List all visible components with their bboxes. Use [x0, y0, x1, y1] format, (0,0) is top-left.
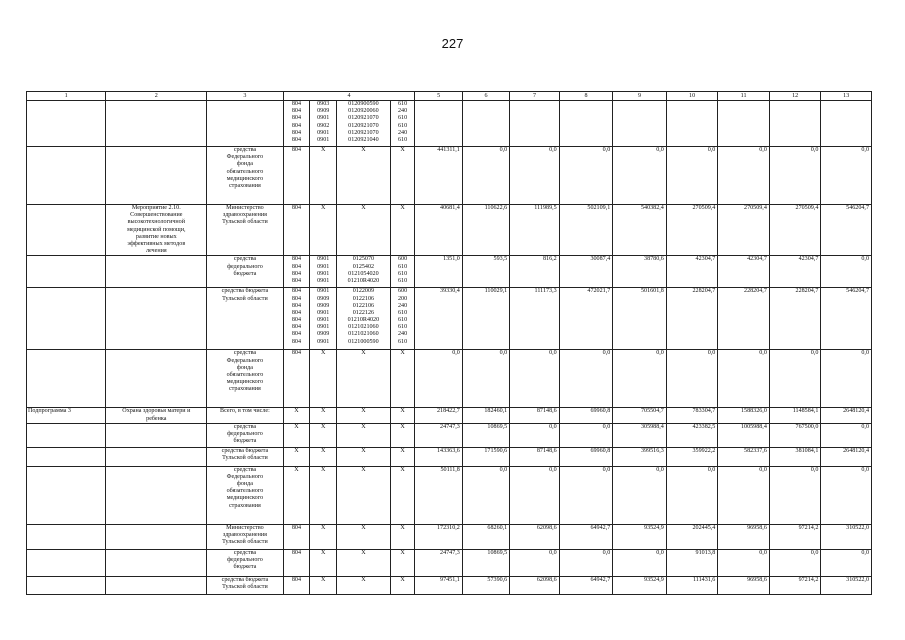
amount-cell-year-8: 270509,4 [769, 205, 821, 256]
amount-cell-year-8: 381084,1 [769, 447, 821, 466]
amount-cell-year-8 [769, 101, 821, 147]
header-cell: 13 [821, 92, 872, 101]
amount-cell-year-1: 441311,1 [415, 147, 462, 205]
row-label-cell [27, 549, 106, 576]
row-label-cell [27, 447, 106, 466]
amount-cell-year-1: 218422,7 [415, 408, 462, 423]
amount-cell-year-9: 0,0 [821, 549, 872, 576]
funding-source-cell: средства бюджета Тульской области [207, 447, 283, 466]
table-row [27, 205, 872, 256]
target-article-cell: X [337, 447, 391, 466]
amount-cell-year-8: 767500,0 [769, 423, 821, 447]
funding-source-cell: средства федерального бюджета [207, 423, 283, 447]
amount-cell-year-5: 93524,9 [613, 524, 667, 549]
row-label-cell: Подпрограмма 3 [27, 408, 106, 423]
amount-cell-year-4: 64942,7 [559, 576, 613, 594]
amount-cell-year-1: 40681,4 [415, 205, 462, 256]
amount-cell-year-5: 38780,6 [613, 256, 667, 288]
table-row [27, 147, 872, 205]
row-label-cell [27, 423, 106, 447]
amount-cell-year-6: 0,0 [666, 350, 718, 408]
amount-cell-year-8: 1148584,1 [769, 408, 821, 423]
table-row [27, 423, 872, 447]
header-cell: 4 [283, 92, 415, 101]
amount-cell-year-4: 0,0 [559, 549, 613, 576]
amount-cell-year-3: 0,0 [510, 147, 559, 205]
expense-type-cell: 600 610 610 610 [390, 256, 415, 288]
amount-cell-year-3: 0,0 [510, 549, 559, 576]
funding-source-cell [207, 101, 283, 147]
funding-source-cell: Министерство здравоохранения Тульской области [207, 524, 283, 549]
target-article-cell: X [337, 408, 391, 423]
table-body [27, 101, 872, 595]
funding-source-cell: Министерство здравоохранения Тульской области [207, 205, 283, 256]
target-article-cell: X [337, 466, 391, 524]
amount-cell-year-6: 111431,6 [666, 576, 718, 594]
budget-table [26, 91, 872, 595]
amount-cell-year-6: 42304,7 [666, 256, 718, 288]
amount-cell-year-8: 42304,7 [769, 256, 821, 288]
section-code-cell: X [310, 524, 337, 549]
amount-cell-year-1: 97451,1 [415, 576, 462, 594]
activity-name-cell [106, 549, 207, 576]
amount-cell-year-7: 228204,7 [718, 288, 770, 350]
activity-name-cell [106, 466, 207, 524]
expense-type-cell: X [390, 576, 415, 594]
amount-cell-year-7: 0,0 [718, 350, 770, 408]
amount-cell-year-7: 96958,6 [718, 524, 770, 549]
amount-cell-year-6 [666, 101, 718, 147]
amount-cell-year-9: 0,0 [821, 350, 872, 408]
amount-cell-year-1: 1351,0 [415, 256, 462, 288]
funding-source-cell: средства бюджета Тульской области [207, 288, 283, 350]
amount-cell-year-6: 202445,4 [666, 524, 718, 549]
amount-cell-year-2: 0,0 [462, 350, 509, 408]
amount-cell-year-2: 110622,6 [462, 205, 509, 256]
amount-cell-year-1: 172310,2 [415, 524, 462, 549]
amount-cell-year-7: 96958,6 [718, 576, 770, 594]
row-label-cell [27, 256, 106, 288]
activity-name-cell [106, 256, 207, 288]
amount-cell-year-1: 24747,3 [415, 423, 462, 447]
department-code-cell: X [283, 466, 310, 524]
section-code-cell: 0903 0909 0901 0902 0901 0901 [310, 101, 337, 147]
amount-cell-year-9: 0,0 [821, 423, 872, 447]
amount-cell-year-7: 0,0 [718, 147, 770, 205]
department-code-cell: 804 804 804 804 804 804 804 804 [283, 288, 310, 350]
amount-cell-year-9: 310522,0 [821, 524, 872, 549]
section-code-cell: X [310, 205, 337, 256]
expense-type-cell: X [390, 408, 415, 423]
amount-cell-year-2: 10869,5 [462, 549, 509, 576]
expense-type-cell: X [390, 447, 415, 466]
amount-cell-year-9: 310522,0 [821, 576, 872, 594]
table-row [27, 549, 872, 576]
amount-cell-year-9: 546204,7 [821, 205, 872, 256]
table-row [27, 256, 872, 288]
amount-cell-year-8: 0,0 [769, 147, 821, 205]
amount-cell-year-4: 0,0 [559, 423, 613, 447]
header-cell: 11 [718, 92, 770, 101]
activity-name-cell [106, 576, 207, 594]
activity-name-cell [106, 101, 207, 147]
amount-cell-year-3: 111989,5 [510, 205, 559, 256]
section-code-cell: 0901 0901 0901 0901 [310, 256, 337, 288]
header-cell: 6 [462, 92, 509, 101]
amount-cell-year-4: 30087,4 [559, 256, 613, 288]
activity-name-cell [106, 524, 207, 549]
amount-cell-year-4 [559, 101, 613, 147]
activity-name-cell [106, 423, 207, 447]
expense-type-cell: X [390, 147, 415, 205]
amount-cell-year-5 [613, 101, 667, 147]
target-article-cell: 0125070 0125402 0121054020 01210R4020 [337, 256, 391, 288]
table-row [27, 350, 872, 408]
expense-type-cell: X [390, 466, 415, 524]
department-code-cell: X [283, 447, 310, 466]
amount-cell-year-6: 0,0 [666, 147, 718, 205]
expense-type-cell: X [390, 423, 415, 447]
target-article-cell: X [337, 205, 391, 256]
section-code-cell: X [310, 549, 337, 576]
funding-source-cell: средства Федерального фонда обязательного медицинского страхования [207, 147, 283, 205]
amount-cell-year-1: 50111,8 [415, 466, 462, 524]
amount-cell-year-7: 1588326,0 [718, 408, 770, 423]
amount-cell-year-2: 68260,1 [462, 524, 509, 549]
funding-source-cell: Всего, в том числе: [207, 408, 283, 423]
activity-name-cell: Охрана здоровья матери и ребенка [106, 408, 207, 423]
amount-cell-year-7: 270509,4 [718, 205, 770, 256]
funding-source-cell: средства Федерального фонда обязательного медицинского страхования [207, 350, 283, 408]
amount-cell-year-3: 0,0 [510, 423, 559, 447]
department-code-cell: 804 [283, 350, 310, 408]
section-code-cell: X [310, 576, 337, 594]
expense-type-cell: 600 200 240 610 610 610 240 610 [390, 288, 415, 350]
section-code-cell: X [310, 466, 337, 524]
amount-cell-year-1: 39330,4 [415, 288, 462, 350]
activity-name-cell [106, 350, 207, 408]
amount-cell-year-9: 0,0 [821, 256, 872, 288]
amount-cell-year-2: 171590,6 [462, 447, 509, 466]
expense-type-cell: X [390, 350, 415, 408]
amount-cell-year-8: 97214,2 [769, 576, 821, 594]
row-label-cell [27, 576, 106, 594]
amount-cell-year-8: 0,0 [769, 549, 821, 576]
amount-cell-year-9 [821, 101, 872, 147]
target-article-cell: X [337, 147, 391, 205]
department-code-cell: 804 [283, 549, 310, 576]
expense-type-cell: X [390, 524, 415, 549]
amount-cell-year-7: 0,0 [718, 549, 770, 576]
header-cell: 7 [510, 92, 559, 101]
amount-cell-year-9: 2648120,4 [821, 408, 872, 423]
amount-cell-year-3 [510, 101, 559, 147]
amount-cell-year-4: 472021,7 [559, 288, 613, 350]
department-code-cell: 804 [283, 147, 310, 205]
amount-cell-year-1: 0,0 [415, 350, 462, 408]
amount-cell-year-5: 93524,9 [613, 576, 667, 594]
amount-cell-year-5: 501601,8 [613, 288, 667, 350]
amount-cell-year-2: 0,0 [462, 466, 509, 524]
amount-cell-year-4: 0,0 [559, 147, 613, 205]
row-label-cell [27, 205, 106, 256]
row-label-cell [27, 147, 106, 205]
amount-cell-year-3: 0,0 [510, 350, 559, 408]
table-row [27, 447, 872, 466]
row-label-cell [27, 101, 106, 147]
amount-cell-year-2: 57390,6 [462, 576, 509, 594]
amount-cell-year-6: 0,0 [666, 466, 718, 524]
section-code-cell: 0901 0909 0909 0901 0901 0901 0909 0901 [310, 288, 337, 350]
amount-cell-year-3: 62098,6 [510, 576, 559, 594]
amount-cell-year-6: 423382,5 [666, 423, 718, 447]
page-number: 227 [441, 36, 464, 51]
table-row [27, 101, 872, 147]
amount-cell-year-3: 87148,6 [510, 447, 559, 466]
funding-source-cell: средства бюджета Тульской области [207, 576, 283, 594]
header-cell: 2 [106, 92, 207, 101]
department-code-cell: X [283, 408, 310, 423]
header-cell: 5 [415, 92, 462, 101]
target-article-cell: 0122009 0122106 0122106 0122126 01210R4020 0121021060 0121021060 0121000590 [337, 288, 391, 350]
amount-cell-year-1 [415, 101, 462, 147]
department-code-cell: 804 [283, 576, 310, 594]
amount-cell-year-7: 1005988,4 [718, 423, 770, 447]
activity-name-cell: Мероприятие 2.10. Совершенствование высокотехнологичной медицинской помощи, развитие новых эффективных методов лечения [106, 205, 207, 256]
amount-cell-year-5: 0,0 [613, 147, 667, 205]
department-code-cell: 804 [283, 524, 310, 549]
amount-cell-year-6: 783304,7 [666, 408, 718, 423]
expense-type-cell: X [390, 549, 415, 576]
funding-source-cell: средства федерального бюджета [207, 549, 283, 576]
amount-cell-year-4: 69960,8 [559, 408, 613, 423]
amount-cell-year-8: 0,0 [769, 466, 821, 524]
header-cell: 12 [769, 92, 821, 101]
header-cell: 9 [613, 92, 667, 101]
section-code-cell: X [310, 147, 337, 205]
amount-cell-year-4: 502109,1 [559, 205, 613, 256]
table-row [27, 524, 872, 549]
funding-source-cell: средства федерального бюджета [207, 256, 283, 288]
amount-cell-year-2: 0,0 [462, 147, 509, 205]
table-row [27, 288, 872, 350]
department-code-cell: 804 804 804 804 [283, 256, 310, 288]
activity-name-cell [106, 147, 207, 205]
amount-cell-year-4: 69960,8 [559, 447, 613, 466]
amount-cell-year-1: 143363,6 [415, 447, 462, 466]
row-label-cell [27, 524, 106, 549]
amount-cell-year-2 [462, 101, 509, 147]
table-row [27, 576, 872, 594]
target-article-cell: X [337, 549, 391, 576]
amount-cell-year-5: 0,0 [613, 350, 667, 408]
amount-cell-year-9: 0,0 [821, 147, 872, 205]
amount-cell-year-2: 593,5 [462, 256, 509, 288]
amount-cell-year-9: 2648120,4 [821, 447, 872, 466]
amount-cell-year-9: 0,0 [821, 466, 872, 524]
amount-cell-year-2: 10869,5 [462, 423, 509, 447]
amount-cell-year-3: 816,2 [510, 256, 559, 288]
row-label-cell [27, 350, 106, 408]
amount-cell-year-7: 582337,6 [718, 447, 770, 466]
activity-name-cell [106, 447, 207, 466]
amount-cell-year-3: 0,0 [510, 466, 559, 524]
amount-cell-year-5: 540382,4 [613, 205, 667, 256]
amount-cell-year-2: 182460,1 [462, 408, 509, 423]
amount-cell-year-1: 24747,3 [415, 549, 462, 576]
amount-cell-year-3: 62098,6 [510, 524, 559, 549]
table-row [27, 408, 872, 423]
amount-cell-year-8: 228204,7 [769, 288, 821, 350]
expense-type-cell: 610 240 610 610 240 610 [390, 101, 415, 147]
row-label-cell [27, 288, 106, 350]
amount-cell-year-9: 546204,7 [821, 288, 872, 350]
amount-cell-year-7 [718, 101, 770, 147]
section-code-cell: X [310, 423, 337, 447]
section-code-cell: X [310, 408, 337, 423]
header-cell: 8 [559, 92, 613, 101]
amount-cell-year-6: 359922,2 [666, 447, 718, 466]
amount-cell-year-6: 228204,7 [666, 288, 718, 350]
header-cell: 1 [27, 92, 106, 101]
amount-cell-year-6: 270509,4 [666, 205, 718, 256]
amount-cell-year-5: 399516,3 [613, 447, 667, 466]
amount-cell-year-3: 87148,6 [510, 408, 559, 423]
target-article-cell: X [337, 350, 391, 408]
amount-cell-year-4: 0,0 [559, 466, 613, 524]
department-code-cell: 804 [283, 205, 310, 256]
department-code-cell: 804 804 804 804 804 804 [283, 101, 310, 147]
header-cell: 10 [666, 92, 718, 101]
target-article-cell: X [337, 423, 391, 447]
target-article-cell: X [337, 524, 391, 549]
amount-cell-year-3: 111173,3 [510, 288, 559, 350]
amount-cell-year-5: 0,0 [613, 466, 667, 524]
section-code-cell: X [310, 447, 337, 466]
amount-cell-year-2: 110029,1 [462, 288, 509, 350]
amount-cell-year-4: 0,0 [559, 350, 613, 408]
amount-cell-year-5: 305988,4 [613, 423, 667, 447]
table-row [27, 466, 872, 524]
header-row [27, 92, 872, 101]
amount-cell-year-5: 705504,7 [613, 408, 667, 423]
header-cell: 3 [207, 92, 283, 101]
row-label-cell [27, 466, 106, 524]
section-code-cell: X [310, 350, 337, 408]
amount-cell-year-7: 0,0 [718, 466, 770, 524]
amount-cell-year-4: 64942,7 [559, 524, 613, 549]
activity-name-cell [106, 288, 207, 350]
funding-source-cell: средства Федерального фонда обязательного медицинского страхования [207, 466, 283, 524]
target-article-cell: 0120900590 0120920060 0120921070 0120921070 0120921070 0120921040 [337, 101, 391, 147]
amount-cell-year-7: 42304,7 [718, 256, 770, 288]
amount-cell-year-8: 97214,2 [769, 524, 821, 549]
department-code-cell: X [283, 423, 310, 447]
expense-type-cell: X [390, 205, 415, 256]
amount-cell-year-6: 91013,8 [666, 549, 718, 576]
amount-cell-year-8: 0,0 [769, 350, 821, 408]
target-article-cell: X [337, 576, 391, 594]
amount-cell-year-5: 0,0 [613, 549, 667, 576]
